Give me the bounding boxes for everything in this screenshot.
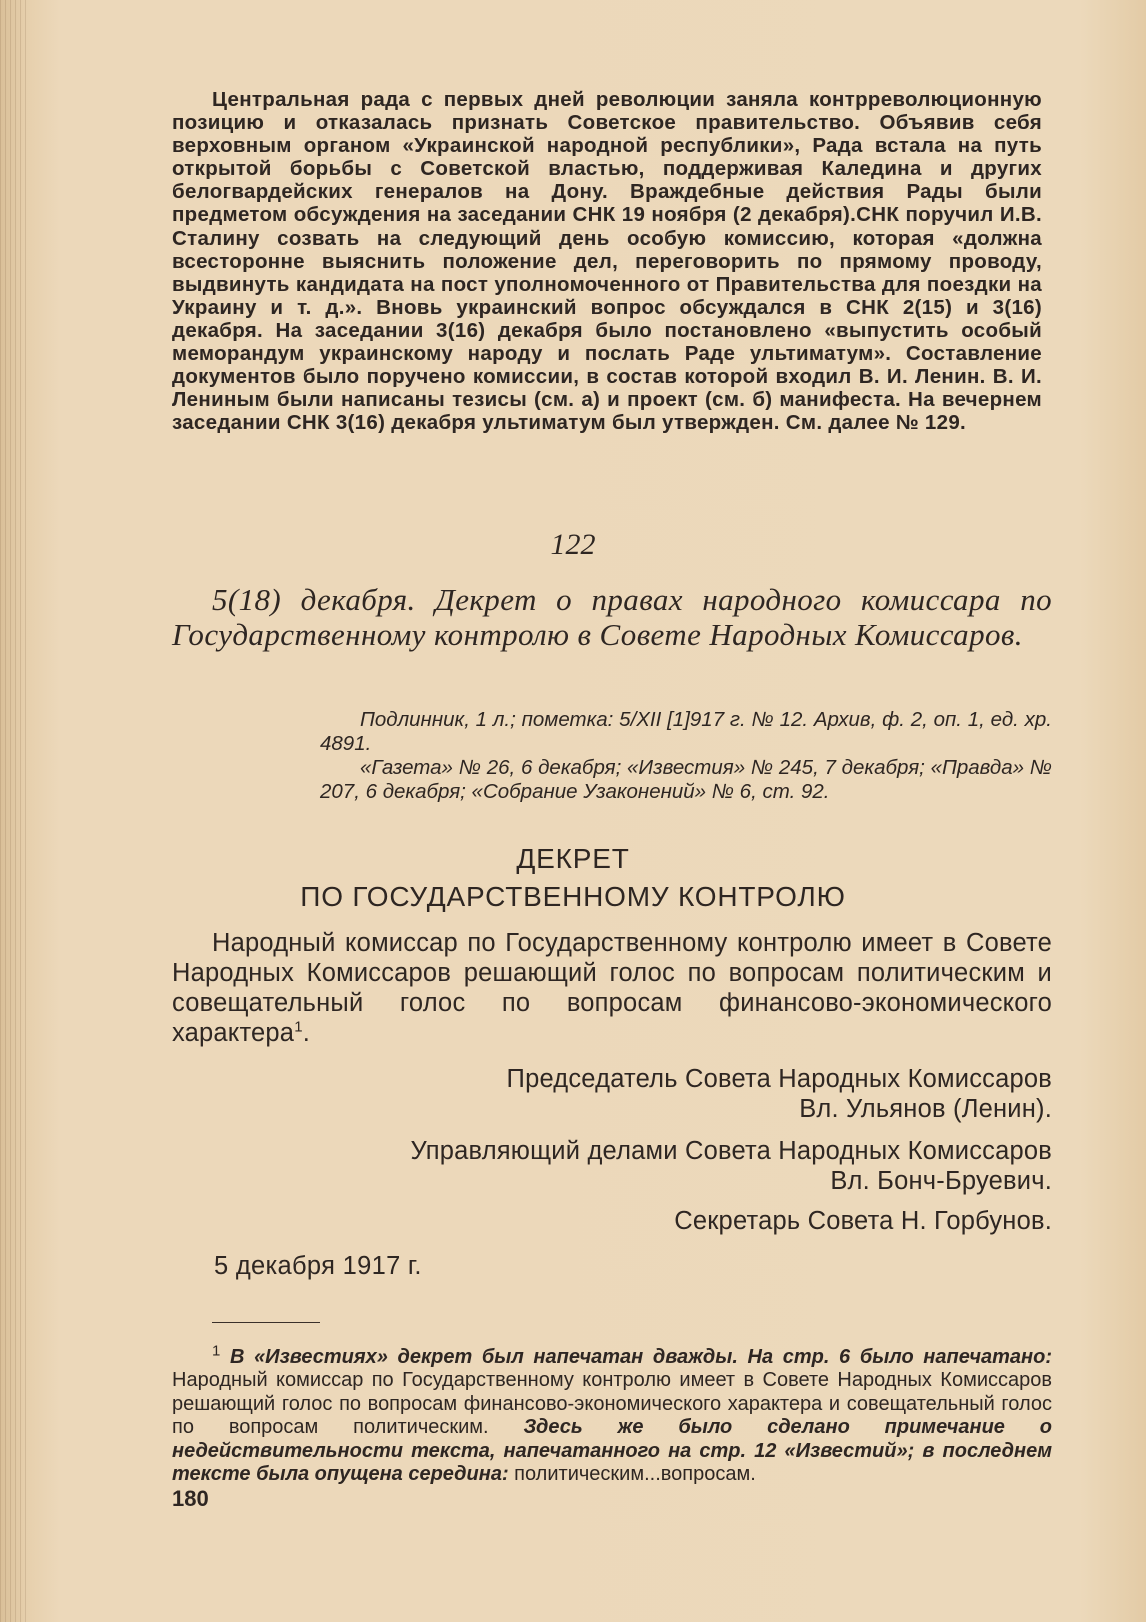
page-number: 180 [172, 1486, 209, 1511]
document-title: 5(18) декабря. Декрет о правах народного комиссара по Государственному контролю в Совете Народных Комиссаров. [172, 582, 1052, 652]
footnote [172, 1342, 1052, 1486]
source-archive: Подлинник, 1 л.; пометка: 5/XII [1]917 г. № 12. Архив, ф. 2, оп. 1, ед. хр. 4891. [320, 708, 1052, 755]
manager-name: Вл. Бонч-Бруевич. [830, 1167, 1052, 1195]
footnote-remark: Здесь же было сделано примечание о недействительности текста, напечатанного на стр. 12 «Известий»; в последнем тексте была опущена середина: [172, 1416, 1052, 1486]
signature-chairman [192, 1064, 1052, 1124]
chairman-title: Председатель Совета Народных Комиссаров [506, 1065, 1052, 1093]
footnote-quoted-text: Народный комиссар по Государственному контролю имеет в Совете Народных Комиссаров решающий голос по вопросам финансово-экономического характера и совещательный голос по вопросам политическим. [172, 1369, 1052, 1439]
decree-body [172, 928, 1052, 1048]
signature-manager [192, 1136, 1052, 1196]
decree-date: 5 декабря 1917 г. [214, 1252, 422, 1280]
footnote-intro: В «Известиях» декрет был напечатан дважды. На стр. 6 было напечатано: [229, 1346, 1052, 1368]
intro-paragraph: Центральная рада с первых дней революции заняла контрреволюционную позицию и отказалась признать Советское правительство. Объявив себя верховным органом «Украинской народной республики», Рада встала на путь открытой борьбы с Советской властью, поддерживая Каледина и других белогвардейских генералов на Дону. Враждебные действия Рады были предметом обсуждения на заседании СНК 19 ноября (2 декабря).СНК поручил И.В. Сталину созвать на следующий день особую комиссию, которая «должна всесторонне выяснить положение дел, переговорить по прямому проводу, выдвинуть кандидата на пост уполномоченного от Правительства для поездки на Украину и т. д.». Вновь украинский вопрос обсуждался в СНК 2(15) и 3(16) декабря. На заседании 3(16) декабря было постановлено «выпустить особый меморандум украинскому народу и послать Раде ультиматум». Составление документов было поручено комиссии, в состав которой входил В. И. Ленин. В. И. Лениным были написаны тезисы (см. а) и проект (см. б) манифеста. На вечернем заседании СНК 3(16) декабря ультиматум был утвержден. См. далее № 129. [172, 88, 1042, 435]
footnote-divider [212, 1322, 320, 1323]
footnote-reference[interactable]: 1 [294, 1018, 303, 1036]
footnote-omitted-text: политическим...вопросам. [514, 1463, 756, 1486]
decree-heading [0, 840, 1146, 916]
decree-heading-line1: ДЕКРЕТ [516, 843, 630, 874]
footnote-marker: 1 [212, 1342, 221, 1360]
decree-body-end: . [302, 1019, 311, 1047]
manager-title: Управляющий делами Совета Народных Комиссаров [410, 1137, 1052, 1165]
source-references [320, 708, 1052, 804]
decree-body-text: Народный комиссар по Государственному контролю имеет в Совете Народных Комиссаров решающий голос по вопросам политическим и совещательный голос по вопросам финансово-экономического характера [172, 929, 1052, 1047]
signature-secretary: Секретарь Совета Н. Горбунов. [674, 1207, 1052, 1235]
source-publications: «Газета» № 26, 6 декабря; «Известия» № 245, 7 декабря; «Правда» № 207, 6 декабря; «Собрание Узаконений» № 6, ст. 92. [320, 756, 1052, 803]
chairman-name: Вл. Ульянов (Ленин). [799, 1095, 1052, 1123]
decree-heading-line2: ПО ГОСУДАРСТВЕННОМУ КОНТРОЛЮ [300, 881, 846, 912]
document-number: 122 [550, 528, 596, 561]
page-binding-edge [0, 0, 30, 1622]
